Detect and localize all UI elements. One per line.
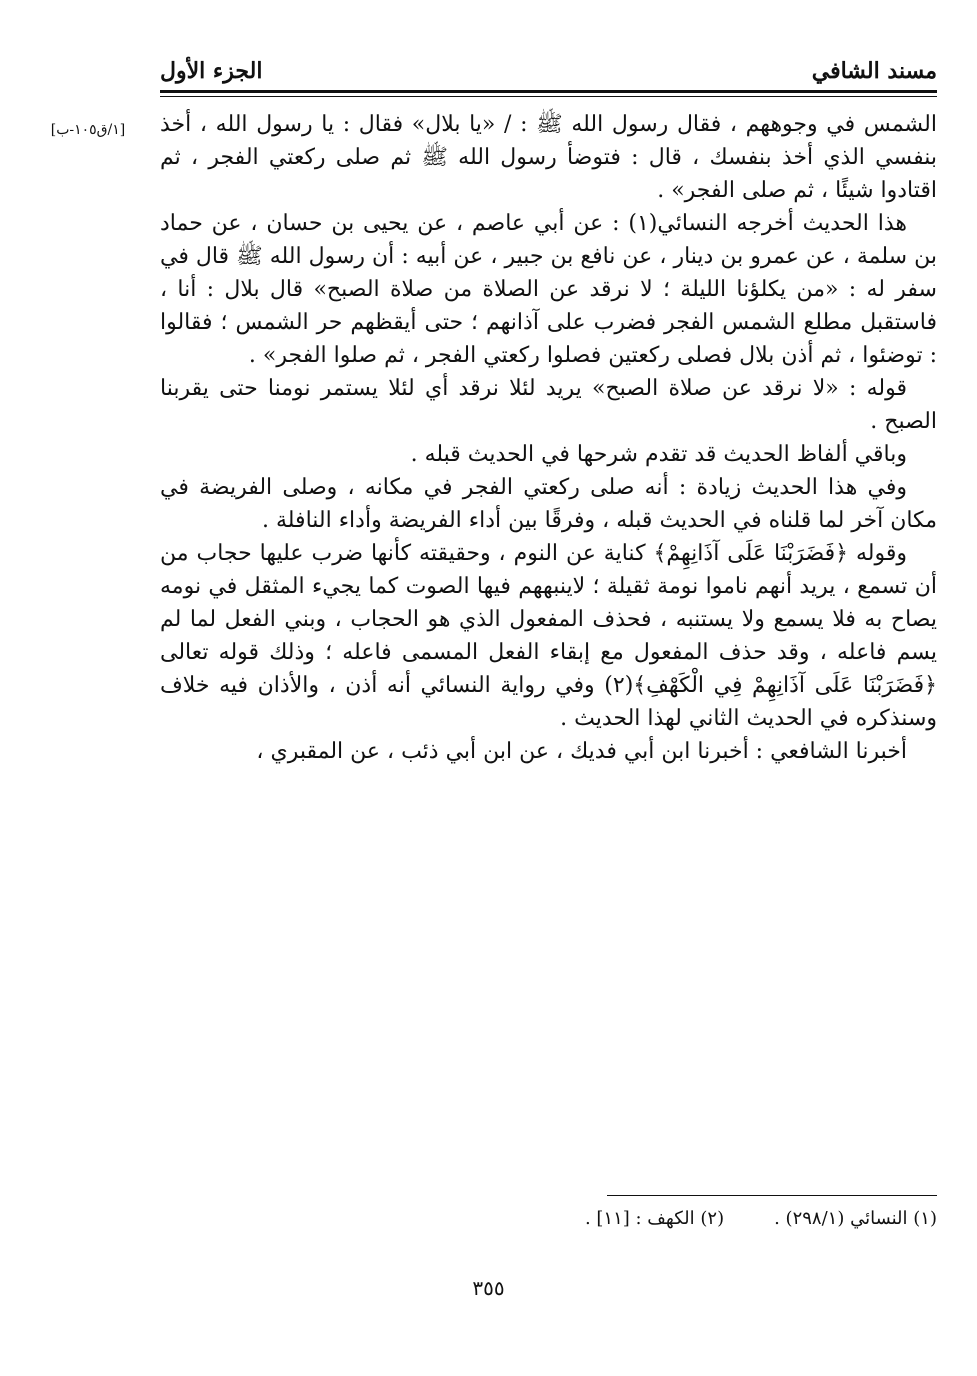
page-number: ٣٥٥ xyxy=(472,1276,505,1300)
footnote-1: (١) النسائي (٢٩٨/١) . xyxy=(774,1208,937,1229)
paragraph-6: وقوله ﴿فَضَرَبْنَا عَلَى آذَانِهِمْ﴾ كناية عن النوم ، وحقيقته كأنها ضرب عليها حجاب من أن تسمع ، يريد أنهم ناموا نومة ثقيلة ؛ لاينبههم فيها الصوت كما يجيء المثقل في نومه يصاح به فلا يسمع ولا يستنبه ، فحذف المفعول الذي هو الحجاب ، وبني الفعل لما لم يسم فاعله ، وقد حذف المفعول مع إبقاء الفعل المسمى فاعله ؛ وذلك قوله تعالى ﴿فَضَرَبْنَا عَلَى آذَانِهِمْ فِي الْكَهْفِ﴾(٢) وفي رواية النسائي أنه أذن ، والأذان فيه خلاف وسنذكره في الحديث الثاني لهذا الحديث . xyxy=(160,541,937,731)
manuscript-folio-note: [١/ق١٠٥-ب] xyxy=(50,122,126,138)
paragraph-1: الشمس في وجوههم ، فقال رسول الله ﷺ : / «يا بلال» فقال : يا رسول الله ، أخذ بنفسي الذي أخذ بنفسك ، قال : فتوضأ رسول الله ﷺ ثم صلى ركعتي الفجر ، ثم اقتادوا شيئًا ، ثم صلى الفجر» . xyxy=(160,112,937,203)
paragraph-3: قوله : «لا نرقد عن صلاة الصبح» يريد لئلا نرقد أي لئلا يستمر نومنا حتى يقربنا الصبح . xyxy=(160,376,937,434)
header-rule-thick xyxy=(160,90,937,93)
page-header xyxy=(160,38,937,84)
footnote-2: (٢) الكهف : [١١] . xyxy=(584,1208,725,1229)
paragraph-4: وباقي ألفاظ الحديث قد تقدم شرحها في الحديث قبله . xyxy=(410,442,907,467)
book-title: مسند الشافي xyxy=(811,58,937,84)
footnotes xyxy=(360,1208,937,1229)
paragraph-5: وفي هذا الحديث زيادة : أنه صلى ركعتي الفجر في مكانه ، وصلى الفريضة في مكان آخر لما قلناه في الحديث قبله ، وفرقًا بين أداء الفريضة وأداء النافلة . xyxy=(160,475,937,533)
paragraph-2: هذا الحديث أخرجه النسائي(١) : عن أبي عاصم ، عن يحيى بن حسان ، عن حماد بن سلمة ، عن عمرو بن دينار ، عن نافع بن جبير ، عن أبيه : أن رسول الله ﷺ قال في سفر له : «من يكلؤنا الليلة ؛ لا نرقد عن الصلاة من صلاة الصبح» قال بلال : أنا ، فاستقبل مطلع الشمس الفجر فضرب على آذانهم ؛ حتى أيقظهم حر الشمس ؛ فقالوا : توضئوا ، ثم أذن بلال فصلى ركعتين فصلوا ركعتي الفجر ، ثم صلوا الفجر» . xyxy=(160,211,937,368)
footnote-rule xyxy=(607,1195,937,1196)
volume-title: الجزء الأول xyxy=(160,58,263,84)
header-rule-thin xyxy=(160,96,937,97)
paragraph-7: أخبرنا الشافعي : أخبرنا ابن أبي فديك ، عن ابن أبي ذئب ، عن المقبري ، xyxy=(256,739,907,764)
main-text xyxy=(160,108,937,768)
